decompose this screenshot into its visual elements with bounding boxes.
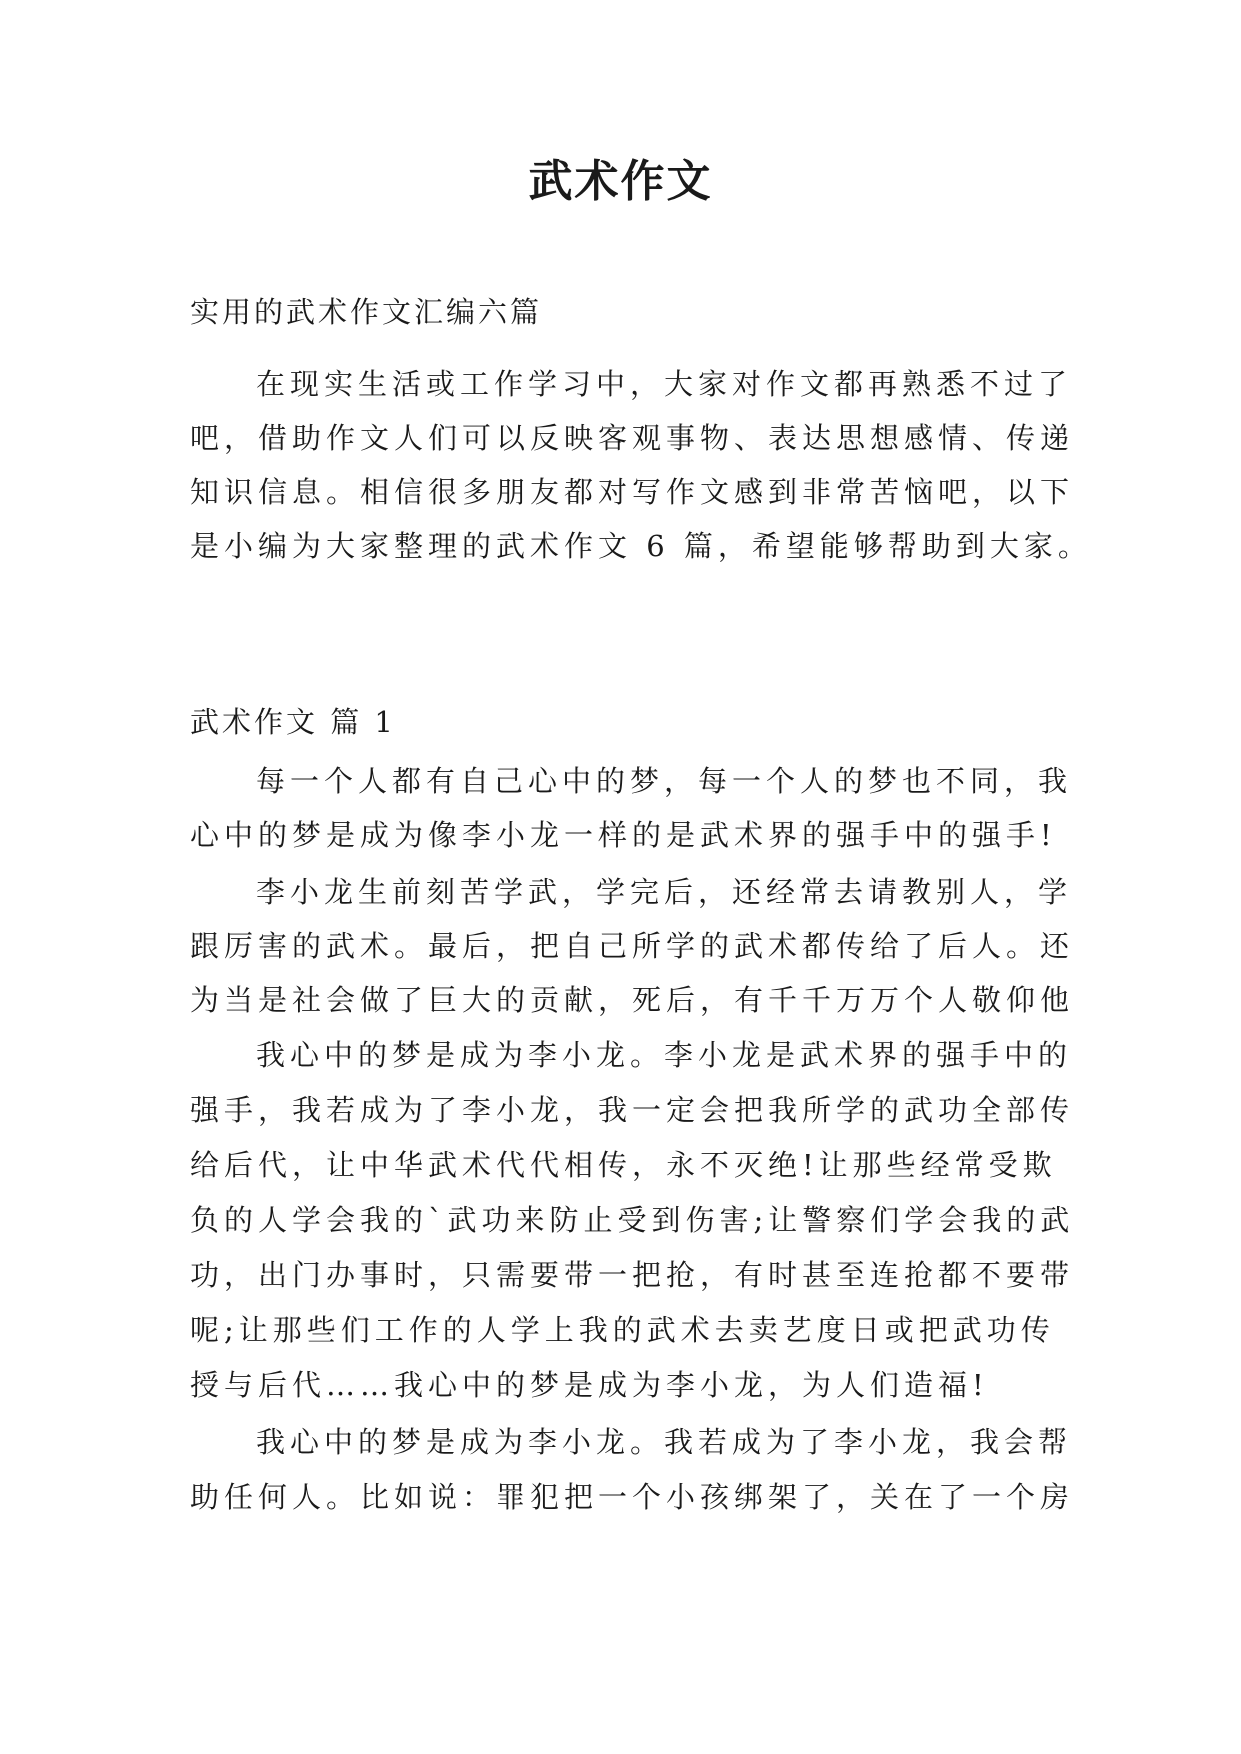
body-line: 为当是社会做了巨大的贡献，死后，有千千万万个人敬仰他 [190, 983, 1075, 1017]
body-line: 功，出门办事时，只需要带一把抢，有时甚至连抢都不要带 [190, 1258, 1075, 1292]
body-line: 给后代，让中华武术代代相传，永不灭绝!让那些经常受欺 [190, 1148, 1057, 1182]
body-line: 跟厉害的武术。最后，把自己所学的武术都传给了后人。还 [190, 929, 1075, 963]
body-line: 强手，我若成为了李小龙，我一定会把我所学的武功全部传 [190, 1093, 1075, 1127]
intro-line: 在现实生活或工作学习中，大家对作文都再熟悉不过了 [256, 367, 1073, 401]
body-line: 每一个人都有自己心中的梦，每一个人的梦也不同，我 [256, 764, 1073, 798]
section-heading: 武术作文 篇 1 [190, 705, 396, 739]
document-title: 武术作文 [528, 156, 713, 207]
body-line: 负的人学会我的`武功来防止受到伤害;让警察们学会我的武 [190, 1203, 1075, 1237]
body-line: 授与后代……我心中的梦是成为李小龙，为人们造福! [190, 1368, 989, 1402]
body-line: 我心中的梦是成为李小龙。李小龙是武术界的强手中的 [256, 1038, 1073, 1072]
body-line: 我心中的梦是成为李小龙。我若成为了李小龙，我会帮 [256, 1425, 1073, 1459]
body-line: 助任何人。比如说：罪犯把一个小孩绑架了，关在了一个房 [190, 1480, 1075, 1514]
body-line: 呢;让那些们工作的人学上我的武术去卖艺度日或把武功传 [190, 1313, 1055, 1347]
body-line: 李小龙生前刻苦学武，学完后，还经常去请教别人，学 [256, 875, 1073, 909]
body-line: 心中的梦是成为像李小龙一样的是武术界的强手中的强手! [190, 818, 1057, 852]
intro-line: 知识信息。相信很多朋友都对写作文感到非常苦恼吧，以下 [190, 475, 1075, 509]
intro-line: 吧，借助作文人们可以反映客观事物、表达思想感情、传递 [190, 421, 1075, 455]
document-subtitle: 实用的武术作文汇编六篇 [190, 295, 543, 329]
intro-line: 是小编为大家整理的武术作文 6 篇，希望能够帮助到大家。 [190, 529, 1092, 563]
